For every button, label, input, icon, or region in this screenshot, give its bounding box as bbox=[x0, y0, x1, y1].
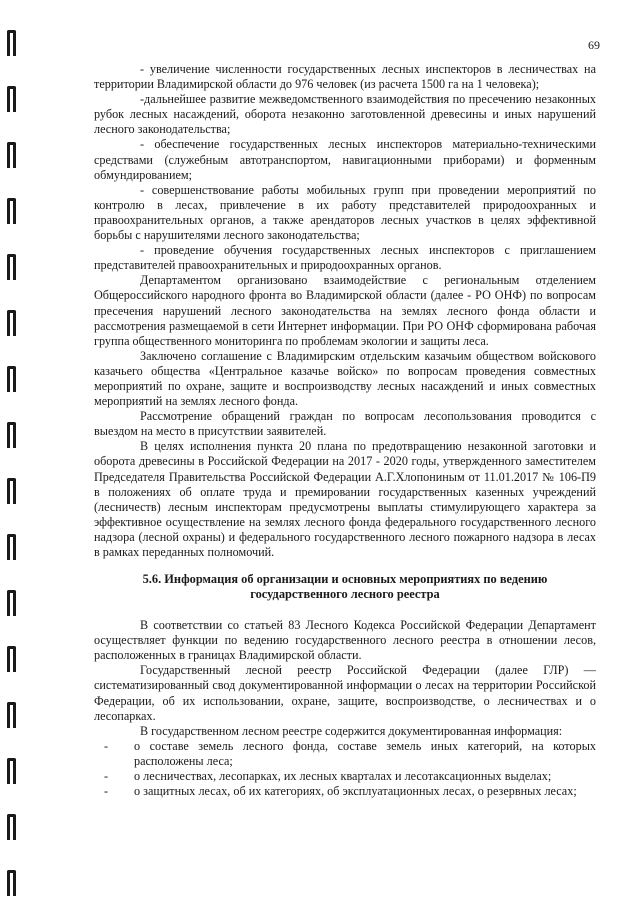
paragraph: Заключено соглашение с Владимирским отдельским казачьим обществом войскового казачьего общества «Центральное казачье войско» по вопросам проведения совместных мероприятий по охране, защите и воспроизводству лесных насаждений и иных совместных мероприятий на землях лесного фонда. bbox=[94, 348, 596, 409]
paragraph: - обеспечение государственных лесных инспекторов материально-техническими средствами (служебным автотранспортом, навигационными приборами) и форменным обмундированием; bbox=[94, 137, 596, 182]
punch-hole-mark bbox=[7, 870, 16, 896]
punch-hole-mark bbox=[7, 422, 16, 448]
punch-hole-mark bbox=[7, 198, 16, 224]
section-heading-line: 5.6. Информация об организации и основных мероприятиях по ведению bbox=[142, 572, 548, 587]
paragraph-group-bottom bbox=[94, 618, 596, 739]
paragraph: -дальнейшее развитие межведомственного взаимодействия по пресечению незаконных рубок лесных насаждений, оборота незаконно заготовленной древесины и иных нарушений лесного законодательства; bbox=[94, 92, 596, 137]
paragraph: В целях исполнения пункта 20 плана по предотвращению незаконной заготовки и оборота древесины в Российской Федерации на 2017 - 2020 годы, утвержденного заместителем Председателя Правительства Российской Федерации А.Г.Хлопониным от 11.01.2017 № 106-П9 в положениях об оплате труда и премировании государственных казенных учреждений (лесничеств) лесным инспекторам предусмотрены выплаты стимулирующего характера за эффективное осуществление на землях лесного фонда федерального государственного лесного надзора (лесной охраны) и федерального государственного лесного пожарного надзора в лесах в рамках переданных полномочий. bbox=[94, 439, 596, 559]
paragraph: Рассмотрение обращений граждан по вопросам лесопользования проводится с выездом на место в присутствии заявителей. bbox=[94, 409, 596, 439]
paragraph: - увеличение численности государственных лесных инспекторов в лесничествах на территории Владимирской области до 976 человек (из расчета 1500 га на 1 человека); bbox=[94, 62, 596, 92]
punch-hole-mark bbox=[7, 534, 16, 560]
paragraph: В государственном лесном реестре содержится документированная информация: bbox=[140, 723, 563, 738]
punch-hole-mark bbox=[7, 702, 16, 728]
section-heading bbox=[94, 572, 596, 602]
section-heading-line: государственного лесного реестра bbox=[250, 587, 440, 602]
punch-hole-mark bbox=[7, 590, 16, 616]
paragraph-group-top bbox=[94, 62, 596, 560]
punch-hole-mark bbox=[7, 310, 16, 336]
punch-hole-mark bbox=[7, 758, 16, 784]
list-item-text: о составе земель лесного фонда, составе земель иных категорий, на которых расположены леса; bbox=[134, 738, 596, 768]
list-item bbox=[94, 739, 596, 769]
punch-hole-mark bbox=[7, 30, 16, 56]
dash-bullet-icon: - bbox=[104, 784, 109, 799]
punch-hole-mark bbox=[7, 646, 16, 672]
punch-hole-mark bbox=[7, 814, 16, 840]
paragraph: - совершенствование работы мобильных групп при проведении мероприятий по контролю в лесах, привлечение в их работу представителей природоохранных и правоохранительных органов, а также арендаторов лесных участков в целях эффективной борьбы с нарушителями лесного законодательства; bbox=[94, 182, 596, 243]
punch-hole-mark bbox=[7, 142, 16, 168]
list-item-text: о лесничествах, лесопарках, их лесных кварталах и лесотаксационных выделах; bbox=[134, 769, 552, 784]
dash-bullet-icon: - bbox=[104, 738, 109, 753]
binding-punch-holes bbox=[0, 0, 24, 905]
punch-hole-mark bbox=[7, 366, 16, 392]
paragraph: В соответствии со статьей 83 Лесного Кодекса Российской Федерации Департамент осуществляет функции по ведению государственного лесного реестра в отношении лесов, расположенных в границах Владимирской области. bbox=[94, 618, 596, 663]
punch-hole-mark bbox=[7, 86, 16, 112]
paragraph: Государственный лесной реестр Российской Федерации (далее ГЛР) — систематизированный свод документированной информации о лесах на территории Российской Федерации, об их использовании, охране, защите, воспроизводстве, о лесничествах и о лесопарках. bbox=[94, 663, 596, 723]
punch-hole-mark bbox=[7, 254, 16, 280]
list-item bbox=[94, 769, 596, 784]
list-item-text: о защитных лесах, об их категориях, об эксплуатационных лесах, о резервных лесах; bbox=[134, 784, 577, 799]
dash-bullet-icon: - bbox=[104, 769, 109, 784]
page-number: 69 bbox=[588, 38, 600, 52]
paragraph: - проведение обучения государственных лесных инспекторов с приглашением представителей правоохранительных и природоохранных органов. bbox=[94, 243, 596, 273]
punch-hole-mark bbox=[7, 478, 16, 504]
list-item bbox=[94, 784, 596, 799]
paragraph: Департаментом организовано взаимодействие с региональным отделением Общероссийского народного фронта во Владимирской области (далее - РО ОНФ) по вопросам пресечения нарушений лесного законодательства на землях лесного фонда области и рассмотрения размещаемой в сети Интернет информации. При РО ОНФ сформирована рабочая группа общественного мониторинга по проблемам экологии и защиты леса. bbox=[94, 273, 596, 348]
bullet-list bbox=[94, 739, 596, 799]
document-body bbox=[94, 62, 596, 799]
